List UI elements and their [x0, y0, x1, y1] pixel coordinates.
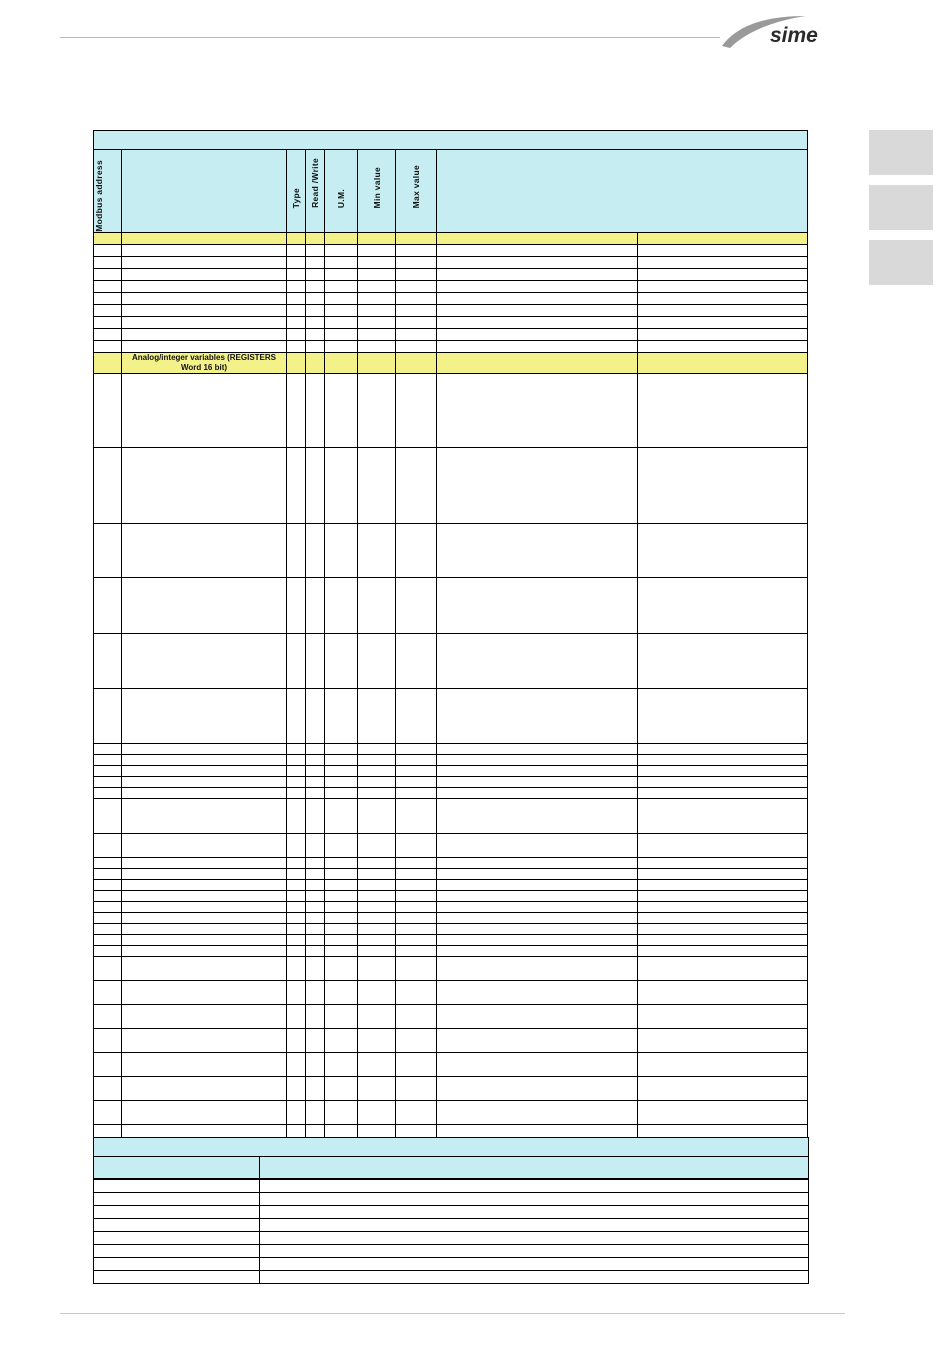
header-um: U.M.: [325, 150, 358, 233]
table-row: [94, 245, 808, 257]
table-row: [94, 777, 808, 788]
legend-row: [94, 1245, 809, 1258]
section-row-coils: [94, 233, 808, 245]
table-row: [94, 902, 808, 913]
analog-section-title: Analog/integer variables (REGISTERS Word 16 bit): [122, 353, 287, 374]
legend-row: [94, 1179, 809, 1193]
header-description: [122, 150, 287, 233]
legend-row: [94, 1219, 809, 1232]
table-row: [94, 880, 808, 891]
table-row: [94, 935, 808, 946]
table-row: [94, 858, 808, 869]
legend-row: [94, 1206, 809, 1219]
legend-row: [94, 1271, 809, 1284]
header-notes: [437, 150, 808, 233]
table-row: [94, 257, 808, 269]
section-row-analog: [94, 353, 808, 374]
table-row: [94, 578, 808, 634]
table-row: [94, 946, 808, 957]
table-row: [94, 869, 808, 880]
table-row: [94, 1053, 808, 1077]
table-row: [94, 634, 808, 689]
footer-rule: [60, 1313, 845, 1314]
table-row: [94, 981, 808, 1005]
table-row: [94, 755, 808, 766]
table-row: [94, 1029, 808, 1053]
header-type: Type: [287, 150, 306, 233]
legend-header-left: [94, 1157, 260, 1180]
table-row: [94, 766, 808, 777]
legend-row: [94, 1232, 809, 1245]
table-row: [94, 1005, 808, 1029]
svg-text:sime: sime: [770, 24, 818, 47]
table-row: [94, 305, 808, 317]
side-tab-3[interactable]: [869, 240, 933, 285]
table-row: [94, 374, 808, 448]
legend-row: [94, 1258, 809, 1271]
table-row: [94, 788, 808, 799]
table-row: [94, 317, 808, 329]
legend-header-right: [260, 1157, 809, 1180]
table-row: [94, 689, 808, 744]
table-row: [94, 913, 808, 924]
table-title-band: [94, 131, 808, 150]
table-row: [94, 799, 808, 834]
header-max-value: Max value: [396, 150, 437, 233]
header-min-value: Min value: [358, 150, 396, 233]
table-row: [94, 834, 808, 858]
table-row: [94, 281, 808, 293]
header-rule: [60, 37, 720, 38]
side-tab-2[interactable]: [869, 185, 933, 230]
table-row: [94, 524, 808, 578]
table-row: [94, 293, 808, 305]
table-row: [94, 1077, 808, 1101]
modbus-register-table: [93, 130, 808, 1168]
side-tab-1[interactable]: [869, 130, 933, 175]
legend-row: [94, 1193, 809, 1206]
header-modbus-address: Modbus address: [94, 150, 122, 233]
table-row: [94, 744, 808, 755]
legend-table: [93, 1137, 809, 1284]
legend-title-band: [94, 1138, 809, 1157]
table-row: [94, 269, 808, 281]
table-row: [94, 341, 808, 353]
table-row: [94, 957, 808, 981]
table-row: [94, 1101, 808, 1125]
table-row: [94, 329, 808, 341]
header-read-write: Read /Write: [306, 150, 325, 233]
table-row: [94, 448, 808, 524]
table-row: [94, 891, 808, 902]
table-row: [94, 924, 808, 935]
sime-logo: [718, 14, 853, 54]
